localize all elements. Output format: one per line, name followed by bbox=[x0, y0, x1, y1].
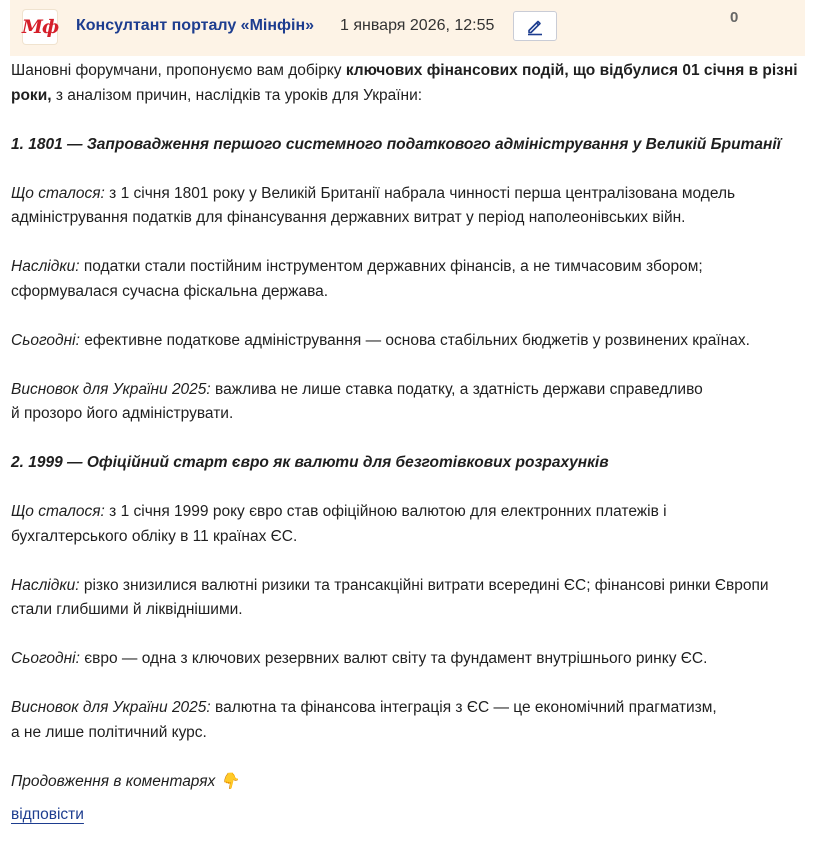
consequences: Наслідки: податки стали постійним інструментом державних фінансів, а не тимчасовим збором; bbox=[11, 258, 703, 275]
lesson: Висновок для України 2025: важлива не лише ставка податку, а здатність держави справедливо bbox=[11, 380, 703, 398]
what-happened: Що сталося: з 1 січня 1999 року євро став офіційною валютою для електронних платежів і bbox=[11, 503, 667, 520]
section-heading: 1. 1801 — Запровадження першого системного податкового адміністрування у Великій Британії bbox=[11, 135, 781, 153]
section-heading: 2. 1999 — Офіційний старт євро як валюти для безготівкових розрахунків bbox=[11, 454, 609, 471]
consequences: Наслідки: різко знизилися валютні ризики та трансакційні витрати всередині ЄС; фінансові ринки Європи bbox=[11, 576, 769, 594]
author-name[interactable]: Консултант порталу «Мінфін» bbox=[76, 17, 315, 34]
pencil-icon bbox=[525, 16, 545, 36]
today: Сьогодні: євро — одна з ключових резервних валют світу та фундамент внутрішнього ринку ЄС. bbox=[11, 650, 708, 667]
edit-button[interactable] bbox=[513, 11, 557, 41]
what-happened: Що сталося: з 1 січня 1801 року у Великій Британії набрала чинності перша централізована модель bbox=[11, 184, 736, 202]
post-body: Шановні форумчани, пропонуємо вам добірку ключових фінансових подій, що відбулися 01 січня в різні роки, з аналізом причин, наслідків та уроків для України: 1. 1801 — Запровадження першого системного податкового адміністрування у Великій Британії Що сталося: з 1 січня 1801 року у Великій Британії набрала чинності перша централізована модель адміністрування податків для фінансування державних витрат у період наполеонівських війн. Наслідки: податки стали постійним інструментом державних фінансів, а не тимчасовим збором; сформувалася сучасна фіскальна держава. Сьогодні: ефективне податкове адміністрування — основа стабільних бюджетів у розвинених країнах. Висновок для України 2025: важлива не лише ставка податку, а здатність держави справедливо й прозоро його адмініструвати. 2. 1999 — Офіційний старт євро як валюти для безготівкових розрахунків Що сталося: з 1 січня 1999 року євро став офіційною валютою для електронних платежів і бухгалтерського обліку в 11 країнах ЄС. Наслідки: різко знизилися валютні ризики та трансакційні витрати всередині ЄС; фінансові ринки Європи стали глибшими й ліквіднішими. Сьогодні: євро — одна з ключових резервних валют світу та фундамент внутрішнього ринку ЄС. Висновок для України 2025: валютна та фінансова інтеграція з ЄС — це економічний прагматизм, а не лише політичний курс. Продовження в коментарях 👇 bbox=[11, 59, 811, 794]
minfin-logo[interactable] bbox=[23, 10, 57, 44]
reply-link[interactable]: відповісти bbox=[11, 806, 84, 823]
continuation-note: Продовження в коментарях 👇 bbox=[11, 772, 239, 790]
logo-text: Мф bbox=[21, 16, 59, 38]
pointing-down-icon: 👇 bbox=[219, 772, 239, 790]
lesson: Висновок для України 2025: валютна та фінансова інтеграція з ЄС — це економічний прагматизм, bbox=[11, 699, 717, 716]
vote-count: 0 bbox=[730, 9, 739, 26]
intro-bold: ключових фінансових подій, що відбулися 01 січня в різні роки, bbox=[11, 62, 798, 104]
today: Сьогодні: ефективне податкове адміністрування — основа стабільних бюджетів у розвинених країнах. bbox=[11, 331, 750, 349]
post-header bbox=[10, 0, 805, 56]
post-date: 1 января 2026, 12:55 bbox=[340, 17, 495, 34]
intro-paragraph: Шановні форумчани, пропонуємо вам добірку ключових фінансових подій, що відбулися 01 січня в різні роки, з аналізом причин, наслідків та уроків для України: bbox=[11, 62, 798, 104]
